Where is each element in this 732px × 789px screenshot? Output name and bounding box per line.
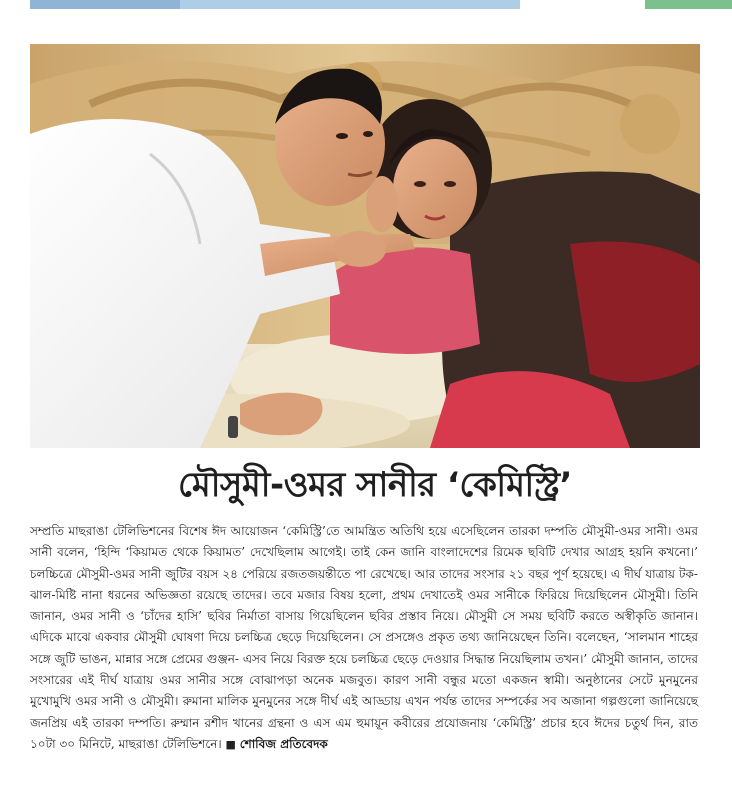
article-body [30, 521, 698, 755]
article-photo [30, 44, 700, 448]
byline-bullet: ■ [225, 737, 236, 751]
top-rule-right [645, 0, 732, 9]
article-headline: মৌসুমী-ওমর সানীর ‘কেমিস্ট্রি’ [178, 465, 572, 505]
article-byline: শোবিজ প্রতিবেদক [239, 736, 328, 751]
article-body-text: সম্প্রতি মাছরাঙা টেলিভিশনের বিশেষ ঈদ আয়োজন ‘কেমিস্ট্রি’তে আমন্ত্রিত অতিথি হয়ে এসেছিলেন তারকা দম্পতি মৌসুমী-ওমর সানী। ওমর সানী বলেন, ‘হিন্দি ‘কিয়ামত থেকে কিয়ামত’ দেখেছিলাম আগেই। তাই কেন জানি বাংলাদেশের রিমেক ছবিটি দেখার আগ্রহ হয়নি কখনো।’ চলচ্চিত্রে মৌসুমী-ওমর সানী জুটির বয়স ২৪ পেরিয়ে রজতজয়ন্তীতে পা রেখেছে। আর তাদের সংসার ২১ বছর পূর্ণ হয়েছে। এ দীর্ঘ যাত্রায় টক-ঝাল-মিষ্টি নানা ধরনের অভিজ্ঞতা রয়েছে তাদের। তবে মজার বিষয় হলো, প্রথম দেখাতেই ওমর সানীকে ফিরিয়ে দিয়েছিলেন মৌসুমী। তিনি জানান, ওমর সানী ও ‘চাঁদের হাসি’ ছবির নির্মাতা বাসায় গিয়েছিলেন ছবির প্রস্তাব নিয়ে। মৌসুমী সে সময় ছবিটি করতে অস্বীকৃতি জানান। এদিকে মাঝে একবার মৌসুমী ঘোষণা দিয়ে চলচ্চিত্র ছেড়ে দিয়েছিলেন। সে প্রসঙ্গেও প্রকৃত তথ্য জানিয়েছেন তিনি। বলেছেন, ‘সালমান শাহের সঙ্গে জুটি ভাঙন, মান্নার সঙ্গে প্রেমের গুঞ্জন- এসব নিয়ে বিরক্ত হয়ে চলচ্চিত্র ছেড়ে দেওয়ার সিদ্ধান্ত নিয়েছিলাম তখন।’ মৌসুমী জানান, তাদের সংসারের এই দীর্ঘ যাত্রায় ওমর সানীর সঙ্গে বোঝাপড়া অনেক মজবুত। কারণ সানী বন্ধুর মতো একজন স্বামী। অনুষ্ঠানের সেটে মুনমুনের মুখোমুখি ওমর সানী ও মৌসুমী। রুমানা মালিক মুনমুনের সঙ্গে দীর্ঘ এই আড্ডায় এখন পর্যন্ত তাদের সম্পর্কের সব অজানা গল্পগুলো জানিয়েছে জনপ্রিয় এই তারকা দম্পতি। রুম্মান রশীদ খানের গ্রন্থনা ও এস এম হুমায়ূন কবীরের প্রযোজনায় ‘কেমিস্ট্রি’ প্রচার হবে ঈদের চতুর্থ দিন, রাত ১০টা ৩০ মিনিটে, মাছরাঙা টেলিভিশনে। [30, 524, 698, 751]
photo-illustration [30, 44, 700, 448]
top-rule-left [30, 0, 520, 9]
